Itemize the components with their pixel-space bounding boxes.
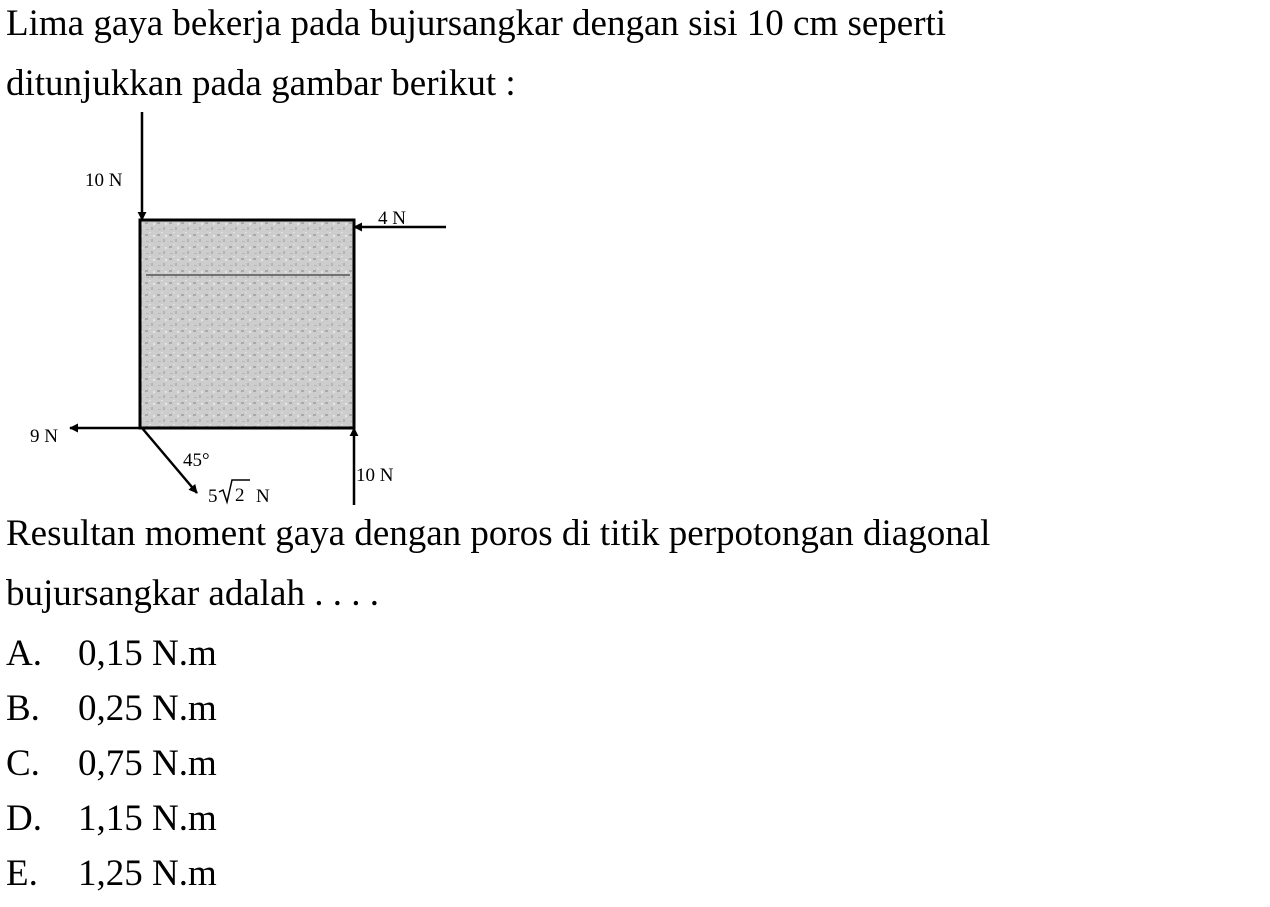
label-force-diagonal-coef: 5 <box>208 486 218 507</box>
label-force-top-left: 10 N <box>85 170 123 191</box>
label-angle: 45° <box>183 450 210 471</box>
label-force-diagonal-unit: N <box>256 486 270 507</box>
label-force-top-right: 4 N <box>378 208 406 229</box>
force-diagram <box>0 100 480 510</box>
intro-line-2: ditunjukkan pada gambar berikut : <box>6 63 516 104</box>
option-a[interactable] <box>6 632 217 676</box>
option-letter: E. <box>6 853 38 894</box>
option-letter: B. <box>6 688 40 729</box>
label-force-bottom-left: 9 N <box>30 426 58 447</box>
option-c[interactable] <box>6 742 217 786</box>
question-line-1: Resultan moment gaya dengan poros di titik perpotongan diagonal <box>6 513 991 554</box>
option-text: 0,75 N.m <box>78 743 217 784</box>
label-force-bottom-right: 10 N <box>356 465 394 486</box>
label-force-diagonal-root: 2 <box>235 485 245 506</box>
option-text: 0,25 N.m <box>78 688 217 729</box>
option-letter: D. <box>6 798 42 839</box>
option-letter: C. <box>6 743 40 784</box>
intro-line-1: Lima gaya bekerja pada bujursangkar dengan sisi 10 cm seperti <box>6 3 947 44</box>
question-line-2: bujursangkar adalah . . . . <box>6 573 379 614</box>
square-body <box>140 220 354 428</box>
option-text: 0,15 N.m <box>78 633 217 674</box>
option-b[interactable] <box>6 687 217 731</box>
option-text: 1,15 N.m <box>78 798 217 839</box>
option-d[interactable] <box>6 797 217 841</box>
option-text: 1,25 N.m <box>78 853 217 894</box>
option-e[interactable] <box>6 852 217 896</box>
option-letter: A. <box>6 633 42 674</box>
